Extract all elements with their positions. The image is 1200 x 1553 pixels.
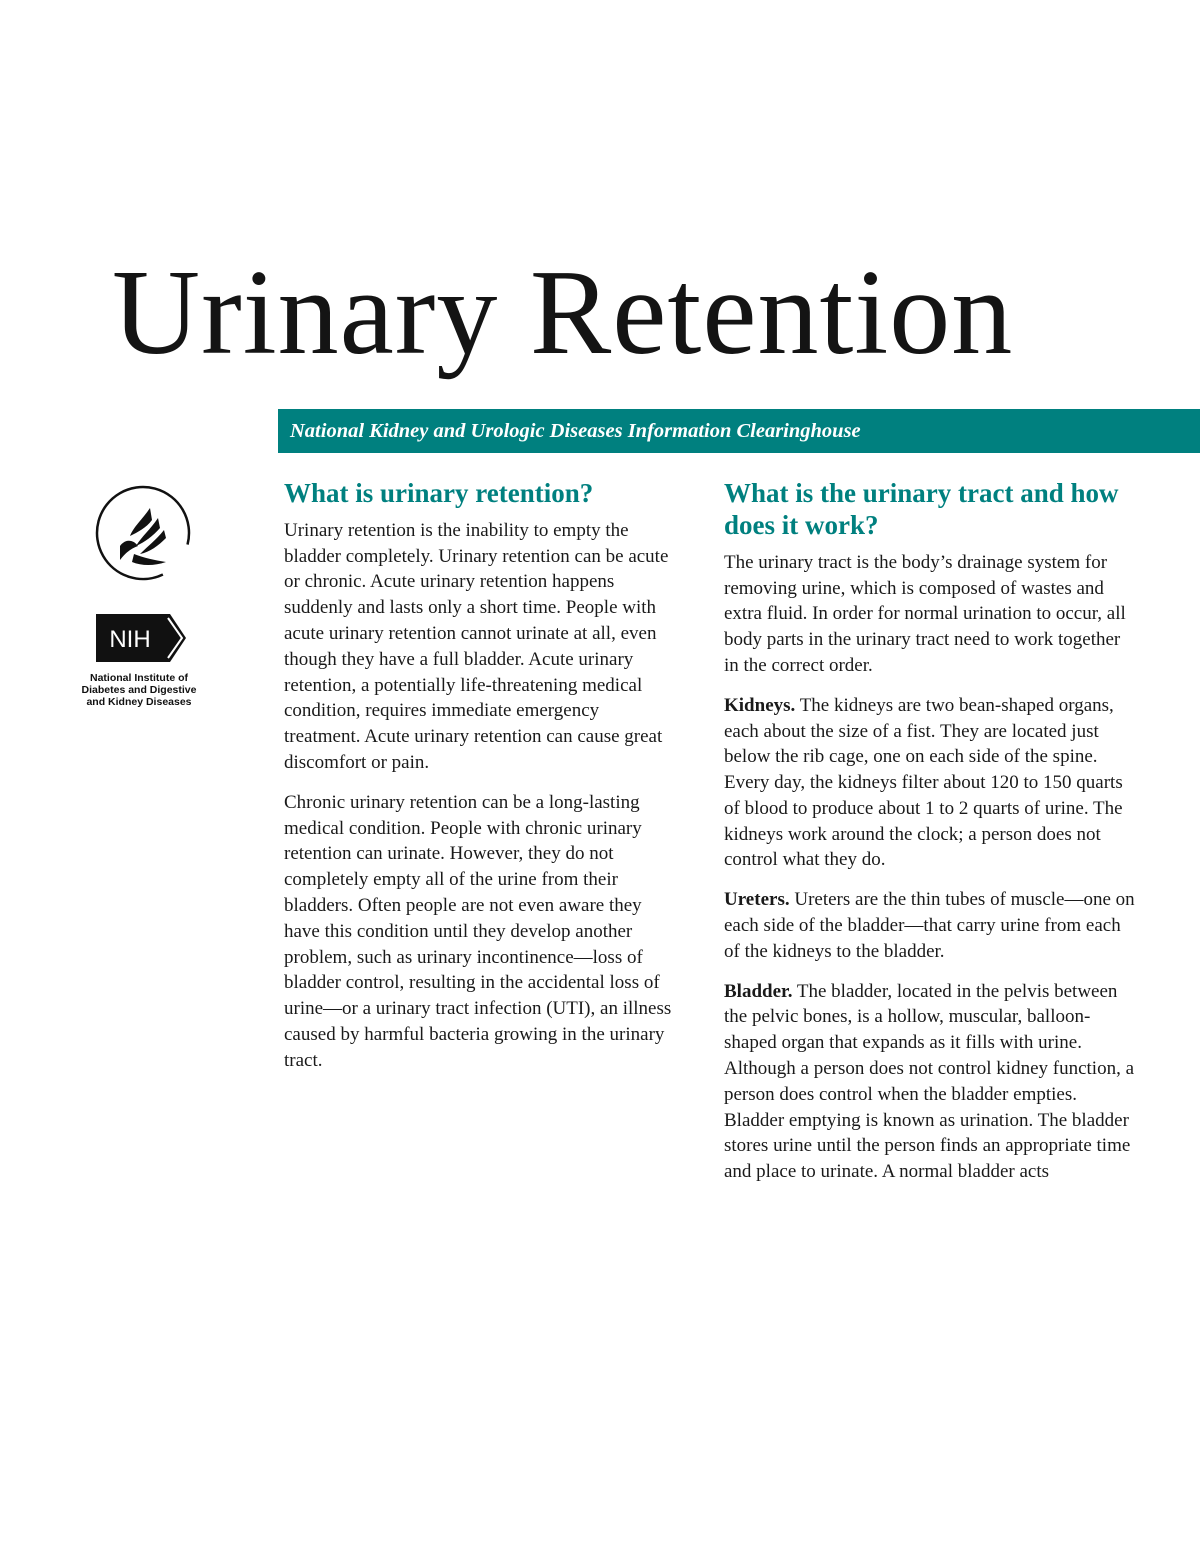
ureters-text: Ureters are the thin tubes of muscle—one on each side of the bladder—that carry urine from each of the kidneys to the bladder. — [724, 889, 1135, 962]
bladder-text: The bladder, located in the pelvis between the pelvic bones, is a hollow, muscular, balloon-shaped organ that expands as it fills with urine. Although a person does not control kidney function, a person does control when the bladder empties. Bladder emptying is known as urination. The bladder stores urine until the person finds an appropriate time and place to urinate. A normal bladder acts — [724, 980, 1135, 1183]
heading-urinary-tract: What is the urinary tract and how does it work? — [724, 478, 1119, 540]
paragraph-ureters — [724, 887, 1136, 964]
kidneys-text: The kidneys are two bean-shaped organs, each about the size of a fist. They are located just below the rib cage, one on each side of the spine. Every day, the kidneys filter about 120 to 150 quarts of blood to produce about 1 to 2 quarts of urine. The kidneys work around the clock; a person does not control what they do. — [724, 694, 1123, 871]
paragraph-chronic: Chronic urinary retention can be a long-lasting medical condition. People with chronic urinary retention can urinate. However, they do not completely empty all of the urine from their bladders. Often people are not even aware they have this condition until they develop another problem, such as urinary incontinence—loss of bladder control, resulting in the accidental loss of urine—or a urinary tract infection (UTI), an illness caused by harmful bacteria growing in the urinary tract. — [284, 791, 672, 1071]
nih-mark-text: NIH — [109, 626, 151, 653]
ureters-label: Ureters. — [724, 889, 790, 911]
paragraph-kidneys — [724, 693, 1136, 874]
page-title: Urinary Retention — [112, 245, 1014, 380]
heading-what-is-urinary-retention: What is urinary retention? — [284, 478, 594, 508]
bladder-label: Bladder. — [724, 980, 793, 1002]
nih-logo — [76, 614, 202, 708]
clearinghouse-banner: National Kidney and Urologic Diseases Information Clearinghouse — [278, 409, 1200, 453]
paragraph-bladder — [724, 979, 1136, 1185]
left-column — [284, 478, 676, 1088]
nih-mark-icon — [96, 614, 186, 662]
kidneys-label: Kidneys. — [724, 694, 796, 716]
right-column — [724, 478, 1136, 1199]
nih-subtitle: National Institute of Diabetes and Digestive and Kidney Diseases — [81, 672, 197, 709]
paragraph-urinary-tract: The urinary tract is the body’s drainage system for removing urine, which is composed of wastes and extra fluid. In order for normal urination to occur, all body parts in the urinary tract need to work together in the correct order. — [724, 551, 1126, 676]
hhs-seal-icon — [90, 480, 196, 586]
paragraph-definition: Urinary retention is the inability to empty the bladder completely. Urinary retention can be acute or chronic. Acute urinary retention happens suddenly and lasts only a short time. People with acute urinary retention cannot urinate at all, even though they have a full bladder. Acute urinary retention, a potentially life-threatening medical condition, requires immediate emergency treatment. Acute urinary retention can cause great discomfort or pain. — [284, 519, 669, 774]
